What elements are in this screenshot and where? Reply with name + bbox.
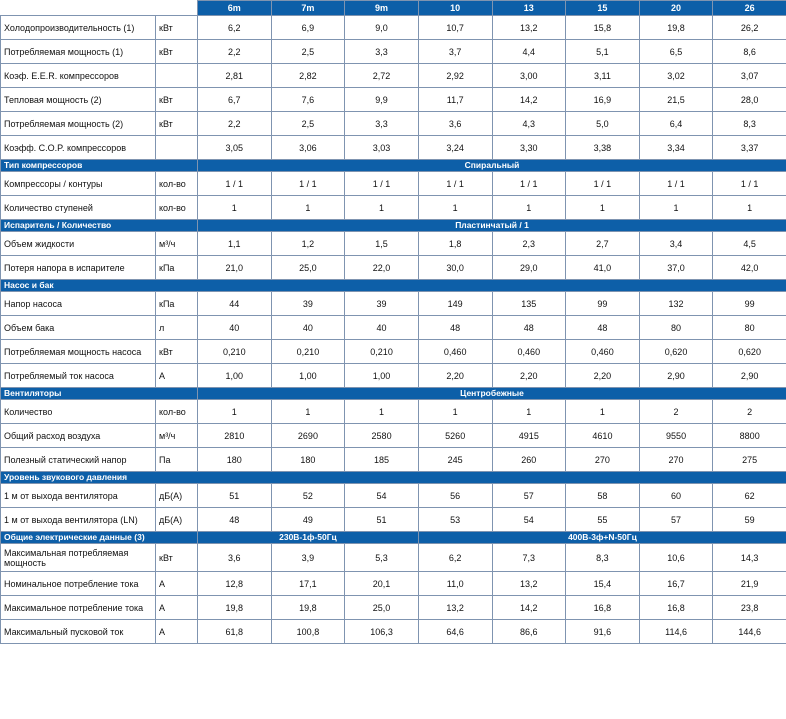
value-cell: 25,0 (345, 596, 419, 620)
value-cell: 100,8 (271, 620, 345, 644)
table-row (1, 256, 786, 280)
table-row (1, 448, 786, 472)
section-header-sound (1, 472, 786, 484)
value-cell: 9,9 (345, 88, 419, 112)
value-cell: 3,00 (492, 64, 566, 88)
value-cell: 2,72 (345, 64, 419, 88)
value-cell: 2 (713, 400, 786, 424)
value-cell: 6,7 (198, 88, 272, 112)
row-label: Коэф. E.E.R. компрессоров (1, 64, 156, 88)
value-cell: 91,6 (566, 620, 640, 644)
table-row (1, 292, 786, 316)
row-unit: м³/ч (156, 232, 198, 256)
value-cell: 1 (198, 400, 272, 424)
value-cell: 1 / 1 (713, 172, 786, 196)
value-cell: 40 (345, 316, 419, 340)
value-cell: 180 (271, 448, 345, 472)
value-cell: 132 (639, 292, 713, 316)
table-row (1, 40, 786, 64)
row-label: Номинальное потребление тока (1, 572, 156, 596)
row-unit: л (156, 316, 198, 340)
value-cell: 1 (713, 196, 786, 220)
value-cell: 99 (566, 292, 640, 316)
row-unit: кол-во (156, 400, 198, 424)
value-cell: 0,210 (271, 340, 345, 364)
value-cell: 1,1 (198, 232, 272, 256)
section-value-single-phase: 230В-1ф-50Гц (198, 532, 419, 544)
section-value: Спиральный (198, 160, 786, 172)
value-cell: 114,6 (639, 620, 713, 644)
value-cell: 1 (418, 400, 492, 424)
value-cell: 275 (713, 448, 786, 472)
value-cell: 19,8 (198, 596, 272, 620)
table-row (1, 172, 786, 196)
value-cell: 3,4 (639, 232, 713, 256)
header-row (1, 1, 786, 16)
value-cell: 26,2 (713, 16, 786, 40)
model-header: 13 (492, 1, 566, 16)
value-cell: 0,210 (345, 340, 419, 364)
row-label: Количество (1, 400, 156, 424)
row-label: Тепловая мощность (2) (1, 88, 156, 112)
value-cell: 10,6 (639, 544, 713, 572)
table-row (1, 136, 786, 160)
model-header: 10 (418, 1, 492, 16)
value-cell: 3,38 (566, 136, 640, 160)
value-cell: 52 (271, 484, 345, 508)
value-cell: 16,8 (639, 596, 713, 620)
value-cell: 4,4 (492, 40, 566, 64)
value-cell: 3,03 (345, 136, 419, 160)
table-row (1, 364, 786, 388)
value-cell: 0,620 (713, 340, 786, 364)
value-cell: 1 (492, 196, 566, 220)
row-label: Объем бака (1, 316, 156, 340)
row-label: Количество ступеней (1, 196, 156, 220)
table-row (1, 484, 786, 508)
value-cell: 25,0 (271, 256, 345, 280)
value-cell: 4,5 (713, 232, 786, 256)
table-row (1, 424, 786, 448)
value-cell: 1,2 (271, 232, 345, 256)
row-label: Потеря напора в испарителе (1, 256, 156, 280)
value-cell: 6,5 (639, 40, 713, 64)
row-unit: м³/ч (156, 424, 198, 448)
row-label: Максимальное потребление тока (1, 596, 156, 620)
value-cell: 2,3 (492, 232, 566, 256)
value-cell: 106,3 (345, 620, 419, 644)
value-cell: 16,8 (566, 596, 640, 620)
value-cell: 1 (345, 196, 419, 220)
value-cell: 6,4 (639, 112, 713, 136)
section-header-evaporator (1, 220, 786, 232)
value-cell: 80 (713, 316, 786, 340)
value-cell: 270 (639, 448, 713, 472)
value-cell: 270 (566, 448, 640, 472)
row-label: Общий расход воздуха (1, 424, 156, 448)
value-cell: 19,8 (271, 596, 345, 620)
value-cell: 11,0 (418, 572, 492, 596)
section-title: Испаритель / Количество (1, 220, 198, 232)
row-label: Потребляемая мощность (1) (1, 40, 156, 64)
value-cell: 1 / 1 (566, 172, 640, 196)
value-cell: 180 (198, 448, 272, 472)
row-label: 1 м от выхода вентилятора (LN) (1, 508, 156, 532)
value-cell: 17,1 (271, 572, 345, 596)
value-cell: 1,00 (198, 364, 272, 388)
row-unit: Па (156, 448, 198, 472)
value-cell: 1 (271, 400, 345, 424)
value-cell: 4915 (492, 424, 566, 448)
section-header-pump (1, 280, 786, 292)
row-unit: А (156, 620, 198, 644)
value-cell: 80 (639, 316, 713, 340)
value-cell: 16,9 (566, 88, 640, 112)
value-cell: 2,20 (566, 364, 640, 388)
table-row (1, 112, 786, 136)
row-unit: А (156, 572, 198, 596)
value-cell: 0,460 (492, 340, 566, 364)
table-row (1, 508, 786, 532)
model-header: 6m (198, 1, 272, 16)
value-cell: 53 (418, 508, 492, 532)
value-cell: 37,0 (639, 256, 713, 280)
value-cell: 4,3 (492, 112, 566, 136)
table-row (1, 64, 786, 88)
value-cell: 61,8 (198, 620, 272, 644)
value-cell: 29,0 (492, 256, 566, 280)
value-cell: 1 / 1 (418, 172, 492, 196)
row-label: Холодопроизводительность (1) (1, 16, 156, 40)
value-cell: 1 (492, 400, 566, 424)
row-label: Потребляемая мощность насоса (1, 340, 156, 364)
value-cell: 3,3 (345, 112, 419, 136)
value-cell: 135 (492, 292, 566, 316)
value-cell: 15,4 (566, 572, 640, 596)
value-cell: 260 (492, 448, 566, 472)
value-cell: 2,92 (418, 64, 492, 88)
value-cell: 1 / 1 (345, 172, 419, 196)
value-cell: 6,9 (271, 16, 345, 40)
section-value: Пластинчатый / 1 (198, 220, 786, 232)
value-cell: 2,90 (639, 364, 713, 388)
value-cell: 9,0 (345, 16, 419, 40)
model-header: 7m (271, 1, 345, 16)
row-unit: кВт (156, 40, 198, 64)
value-cell: 64,6 (418, 620, 492, 644)
table-row (1, 572, 786, 596)
value-cell: 21,0 (198, 256, 272, 280)
value-cell: 245 (418, 448, 492, 472)
value-cell: 2,82 (271, 64, 345, 88)
value-cell: 8800 (713, 424, 786, 448)
value-cell: 54 (345, 484, 419, 508)
row-label: Компрессоры / контуры (1, 172, 156, 196)
value-cell: 42,0 (713, 256, 786, 280)
value-cell: 3,24 (418, 136, 492, 160)
value-cell: 3,06 (271, 136, 345, 160)
value-cell: 3,3 (345, 40, 419, 64)
value-cell: 2,20 (418, 364, 492, 388)
value-cell: 4610 (566, 424, 640, 448)
value-cell: 3,9 (271, 544, 345, 572)
value-cell: 58 (566, 484, 640, 508)
value-cell: 60 (639, 484, 713, 508)
row-unit: А (156, 364, 198, 388)
value-cell: 1 (639, 196, 713, 220)
value-cell: 55 (566, 508, 640, 532)
section-header-compressors (1, 160, 786, 172)
table-row (1, 340, 786, 364)
section-title: Тип компрессоров (1, 160, 198, 172)
table-row (1, 232, 786, 256)
value-cell: 3,34 (639, 136, 713, 160)
value-cell: 1 (198, 196, 272, 220)
value-cell: 57 (639, 508, 713, 532)
row-label: Потребляемая мощность (2) (1, 112, 156, 136)
value-cell: 3,07 (713, 64, 786, 88)
row-unit: кВт (156, 112, 198, 136)
value-cell: 2,20 (492, 364, 566, 388)
value-cell: 51 (345, 508, 419, 532)
row-unit: А (156, 596, 198, 620)
value-cell: 1 (566, 400, 640, 424)
value-cell: 2,5 (271, 40, 345, 64)
value-cell: 14,3 (713, 544, 786, 572)
section-header-electrical (1, 532, 786, 544)
value-cell: 3,6 (418, 112, 492, 136)
value-cell: 0,620 (639, 340, 713, 364)
value-cell: 44 (198, 292, 272, 316)
row-label: Потребляемый ток насоса (1, 364, 156, 388)
header-blank (1, 1, 198, 16)
table-row (1, 16, 786, 40)
value-cell: 48 (566, 316, 640, 340)
value-cell: 1 (566, 196, 640, 220)
value-cell: 8,3 (566, 544, 640, 572)
table-row (1, 316, 786, 340)
value-cell: 1 / 1 (492, 172, 566, 196)
section-header-fans (1, 388, 786, 400)
value-cell: 19,8 (639, 16, 713, 40)
value-cell: 13,2 (492, 572, 566, 596)
row-label: Коэфф. C.O.P. компрессоров (1, 136, 156, 160)
value-cell: 2,2 (198, 112, 272, 136)
value-cell: 59 (713, 508, 786, 532)
value-cell: 51 (198, 484, 272, 508)
value-cell: 86,6 (492, 620, 566, 644)
row-unit: кВт (156, 16, 198, 40)
value-cell: 21,9 (713, 572, 786, 596)
value-cell: 22,0 (345, 256, 419, 280)
row-unit: кВт (156, 340, 198, 364)
value-cell: 7,3 (492, 544, 566, 572)
value-cell: 12,8 (198, 572, 272, 596)
value-cell: 62 (713, 484, 786, 508)
value-cell: 8,3 (713, 112, 786, 136)
value-cell: 13,2 (492, 16, 566, 40)
value-cell: 2690 (271, 424, 345, 448)
value-cell: 0,460 (566, 340, 640, 364)
table-row (1, 596, 786, 620)
value-cell: 2,5 (271, 112, 345, 136)
model-header: 15 (566, 1, 640, 16)
value-cell: 2,7 (566, 232, 640, 256)
value-cell: 54 (492, 508, 566, 532)
row-unit: кПа (156, 256, 198, 280)
value-cell: 14,2 (492, 596, 566, 620)
row-unit (156, 64, 198, 88)
value-cell: 39 (271, 292, 345, 316)
row-label: Объем жидкости (1, 232, 156, 256)
section-title: Насос и бак (1, 280, 786, 292)
value-cell: 7,6 (271, 88, 345, 112)
value-cell: 1 (271, 196, 345, 220)
value-cell: 39 (345, 292, 419, 316)
value-cell: 5,3 (345, 544, 419, 572)
value-cell: 2,81 (198, 64, 272, 88)
value-cell: 23,8 (713, 596, 786, 620)
value-cell: 3,02 (639, 64, 713, 88)
section-title: Уровень звукового давления (1, 472, 786, 484)
value-cell: 2 (639, 400, 713, 424)
value-cell: 1,8 (418, 232, 492, 256)
row-label: Полезный статический напор (1, 448, 156, 472)
value-cell: 8,6 (713, 40, 786, 64)
value-cell: 56 (418, 484, 492, 508)
row-unit: кВт (156, 88, 198, 112)
value-cell: 40 (198, 316, 272, 340)
value-cell: 30,0 (418, 256, 492, 280)
model-header: 9m (345, 1, 419, 16)
value-cell: 144,6 (713, 620, 786, 644)
value-cell: 1,5 (345, 232, 419, 256)
value-cell: 13,2 (418, 596, 492, 620)
value-cell: 2,2 (198, 40, 272, 64)
value-cell: 0,460 (418, 340, 492, 364)
row-unit: дБ(А) (156, 484, 198, 508)
value-cell: 1 / 1 (271, 172, 345, 196)
value-cell: 16,7 (639, 572, 713, 596)
value-cell: 11,7 (418, 88, 492, 112)
value-cell: 41,0 (566, 256, 640, 280)
value-cell: 1 / 1 (198, 172, 272, 196)
value-cell: 1 / 1 (639, 172, 713, 196)
value-cell: 5260 (418, 424, 492, 448)
value-cell: 3,6 (198, 544, 272, 572)
value-cell: 1 (345, 400, 419, 424)
row-unit: кол-во (156, 172, 198, 196)
value-cell: 48 (198, 508, 272, 532)
row-label: Максимальный пусковой ток (1, 620, 156, 644)
value-cell: 40 (271, 316, 345, 340)
section-value-three-phase: 400В-3ф+N-50Гц (418, 532, 786, 544)
value-cell: 48 (492, 316, 566, 340)
value-cell: 185 (345, 448, 419, 472)
value-cell: 3,30 (492, 136, 566, 160)
row-unit: дБ(А) (156, 508, 198, 532)
row-label: Напор насоса (1, 292, 156, 316)
row-unit: кПа (156, 292, 198, 316)
value-cell: 99 (713, 292, 786, 316)
value-cell: 6,2 (418, 544, 492, 572)
row-unit: кол-во (156, 196, 198, 220)
value-cell: 2810 (198, 424, 272, 448)
value-cell: 6,2 (198, 16, 272, 40)
value-cell: 9550 (639, 424, 713, 448)
value-cell: 3,37 (713, 136, 786, 160)
value-cell: 21,5 (639, 88, 713, 112)
model-header: 26 (713, 1, 786, 16)
value-cell: 5,1 (566, 40, 640, 64)
value-cell: 20,1 (345, 572, 419, 596)
section-value: Центробежные (198, 388, 786, 400)
value-cell: 3,7 (418, 40, 492, 64)
value-cell: 2,90 (713, 364, 786, 388)
value-cell: 10,7 (418, 16, 492, 40)
section-title: Общие электрические данные (3) (1, 532, 198, 544)
table-row (1, 620, 786, 644)
value-cell: 2580 (345, 424, 419, 448)
value-cell: 57 (492, 484, 566, 508)
value-cell: 1,00 (345, 364, 419, 388)
table-row (1, 88, 786, 112)
row-label: Максимальная потребляемая мощность (1, 544, 156, 572)
row-unit (156, 136, 198, 160)
value-cell: 1 (418, 196, 492, 220)
value-cell: 3,05 (198, 136, 272, 160)
row-unit: кВт (156, 544, 198, 572)
value-cell: 0,210 (198, 340, 272, 364)
value-cell: 3,11 (566, 64, 640, 88)
value-cell: 48 (418, 316, 492, 340)
value-cell: 49 (271, 508, 345, 532)
value-cell: 149 (418, 292, 492, 316)
section-title: Вентиляторы (1, 388, 198, 400)
value-cell: 5,0 (566, 112, 640, 136)
row-label: 1 м от выхода вентилятора (1, 484, 156, 508)
table-row (1, 400, 786, 424)
value-cell: 14,2 (492, 88, 566, 112)
value-cell: 1,00 (271, 364, 345, 388)
table-row (1, 196, 786, 220)
value-cell: 15,8 (566, 16, 640, 40)
model-header: 20 (639, 1, 713, 16)
value-cell: 28,0 (713, 88, 786, 112)
table-row (1, 544, 786, 572)
